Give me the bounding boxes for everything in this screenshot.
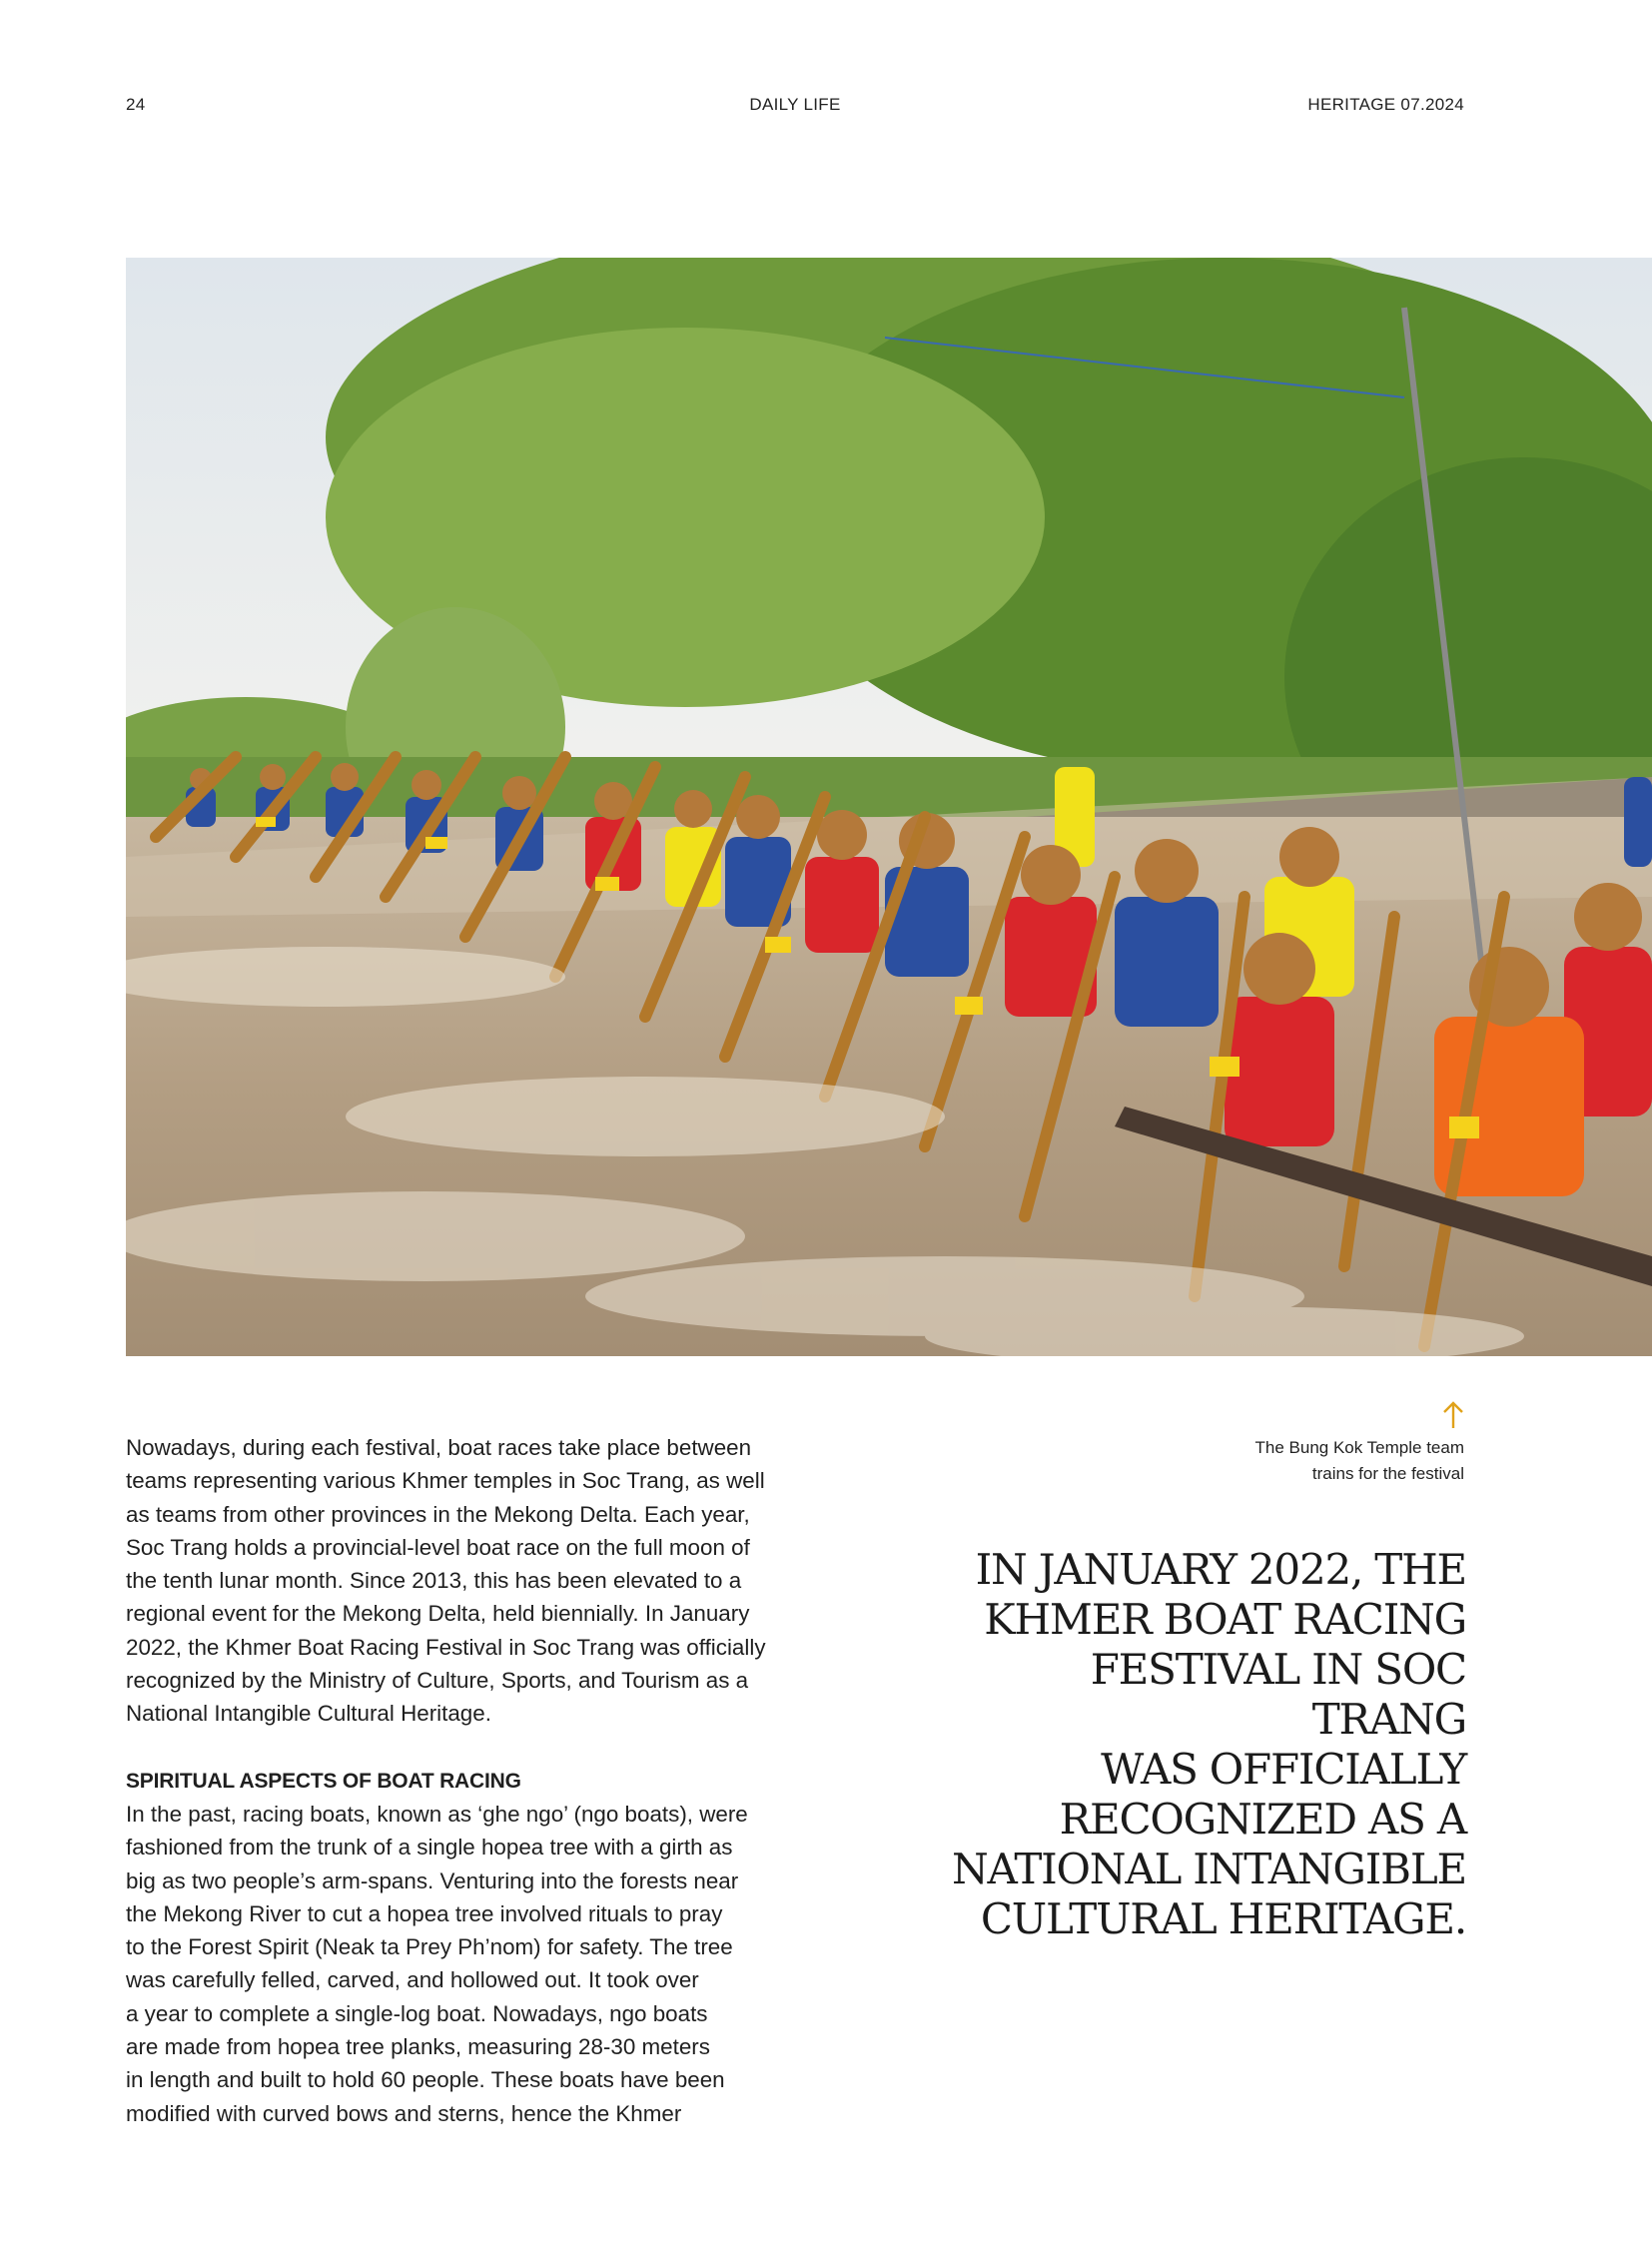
issue-label: HERITAGE 07.2024 <box>1307 95 1464 114</box>
arrow-up-icon <box>1438 1398 1468 1432</box>
section-subheading: SPIRITUAL ASPECTS OF BOAT RACING <box>126 1769 521 1793</box>
section-title: DAILY LIFE <box>749 95 841 114</box>
pull-quote: IN JANUARY 2022, THE KHMER BOAT RACING FESTIVAL IN SOC TRANG WAS OFFICIALLY RECOGNIZED AS A NATIONAL INTANGIBLE CULTURAL HERITAGE. <box>951 1545 1466 1943</box>
hero-photo <box>126 258 1652 1356</box>
article-body <box>126 1431 785 2130</box>
page-header <box>126 95 1464 119</box>
paragraph-1: Nowadays, during each festival, boat races take place between teams representing various Khmer temples in Soc Trang, as well as teams from other provinces in the Mekong Delta. Each year, Soc Trang holds a provincial-level boat race on the full moon of the tenth lunar month. Since 2013, this has been elevated to a regional event for the Mekong Delta, held biennially. In January 2022, the Khmer Boat Racing Festival in Soc Trang was officially recognized by the Ministry of Culture, Sports, and Tourism as a National Intangible Cultural Heritage. <box>126 1435 766 1727</box>
page-number: 24 <box>126 95 146 114</box>
boat-racing-photo-illustration <box>126 258 1652 1356</box>
photo-caption: The Bung Kok Temple team trains for the festival <box>1254 1438 1464 1483</box>
paragraph-2: In the past, racing boats, known as ‘ghe ngo’ (ngo boats), were fashioned from the trunk of a single hopea tree with a girth as big as two people’s arm-spans. Venturing into the forests near the Mekong River to cut a hopea tree involved rituals to pray to the Forest Spirit (Neak ta Prey Ph’nom) for safety. The tree was carefully felled, carved, and hollowed out. It took over a year to complete a single-log boat. Nowadays, ngo boats are made from hopea tree planks, measuring 28-30 meters in length and built to hold 60 people. These boats have been modified with curved bows and sterns, hence the Khmer <box>126 1801 748 2126</box>
